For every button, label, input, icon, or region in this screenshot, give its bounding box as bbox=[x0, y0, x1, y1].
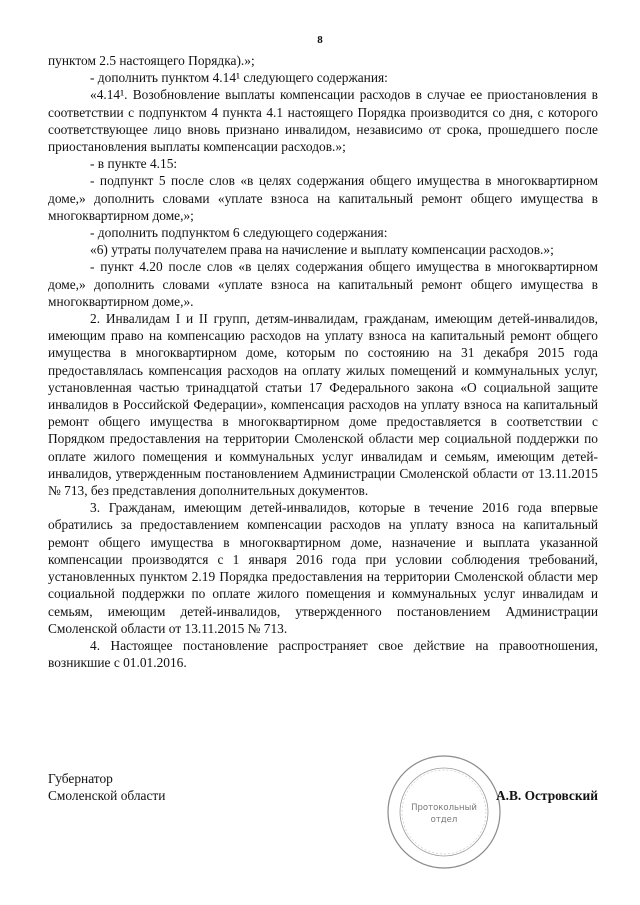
paragraph: - дополнить пунктом 4.14¹ следующего содержания: bbox=[90, 70, 388, 86]
paragraph: - подпункт 5 после слов «в целях содержания общего имущества в многоквартирном доме,» дополнить словами «уплате взноса на капитальный ремонт общего имущества в многоквартирном доме,»; bbox=[48, 173, 598, 223]
paragraph: - дополнить подпунктом 6 следующего содержания: bbox=[90, 225, 388, 241]
paragraph: 4. Настоящее постановление распространяет свое действие на правоотношения, возникшие с 01.01.2016. bbox=[48, 637, 598, 671]
paragraph: пунктом 2.5 настоящего Порядка).»; bbox=[48, 53, 255, 68]
signatory-position bbox=[48, 770, 165, 804]
paragraph: 3. Гражданам, имеющим детей-инвалидов, которые в течение 2016 года впервые обратились за предоставлением компенсации расходов на уплату взноса на капитальный ремонт общего имущества в многоквартирном доме, назначение и выплата указанной компенсации производятся с 1 января 2016 года при условии соблюдения требований, установленных пунктом 2.19 Порядка предоставления на территории Смоленской области мер социальной поддержки по оплате жилого помещения и коммунальных услуг инвалидам и семьям, имеющим детей-инвалидов, утвержденного постановлением Администрации Смоленской области от 13.11.2015 № 713. bbox=[48, 500, 598, 636]
paragraph: «6) утраты получателем права на начисление и выплату компенсации расходов.»; bbox=[90, 242, 554, 258]
stamp-text-line2: отдел bbox=[430, 815, 458, 825]
signature-block bbox=[48, 770, 598, 810]
stamp-text-line1: Протокольный bbox=[411, 803, 477, 813]
page-number: 8 bbox=[317, 34, 323, 46]
paragraph: - в пункте 4.15: bbox=[90, 156, 178, 172]
signatory-name: А.В. Островский bbox=[495, 788, 598, 803]
document-body bbox=[48, 52, 598, 671]
paragraph: 2. Инвалидам I и II групп, детям-инвалидам, гражданам, имеющим детей-инвалидов, имеющим право на компенсацию расходов на уплату взноса на капитальный ремонт общего имущества в многоквартирном доме, которым по состоянию на 31 декабря 2015 года предоставлялась компенсация расходов на оплату жилых помещений и коммунальных услуг, установленная частью тринадцатой статьи 17 Федерального закона «О социальной защите инвалидов в Российской Федерации», компенсация расходов на уплату взноса на капитальный ремонт общего имущества в многоквартирном доме предоставляется в соответствии с Порядком предоставления на территории Смоленской области мер социальной поддержки по оплате жилого помещения и коммунальных услуг инвалидам и семьям, имеющим детей-инвалидов, утвержденным постановлением Администрации Смоленской области от 13.11.2015 № 713, без представления дополнительных документов. bbox=[48, 311, 598, 499]
position-line-2: Смоленской области bbox=[48, 788, 166, 804]
position-line-1: Губернатор bbox=[48, 771, 113, 786]
paragraph: «4.14¹. Возобновление выплаты компенсации расходов в случае ее приостановления в соответствии с подпунктом 4 пункта 4.1 настоящего Порядка производится со дня, с которого соответствующее лицо вновь признано инвалидом, независимо от срока, прошедшего после приостановления выплаты компенсации расходов.»; bbox=[48, 87, 598, 155]
paragraph: - пункт 4.20 после слов «в целях содержания общего имущества в многоквартирном доме,» дополнить словами «уплате взноса на капитальный ремонт общего имущества в многоквартирном доме,». bbox=[48, 259, 598, 309]
